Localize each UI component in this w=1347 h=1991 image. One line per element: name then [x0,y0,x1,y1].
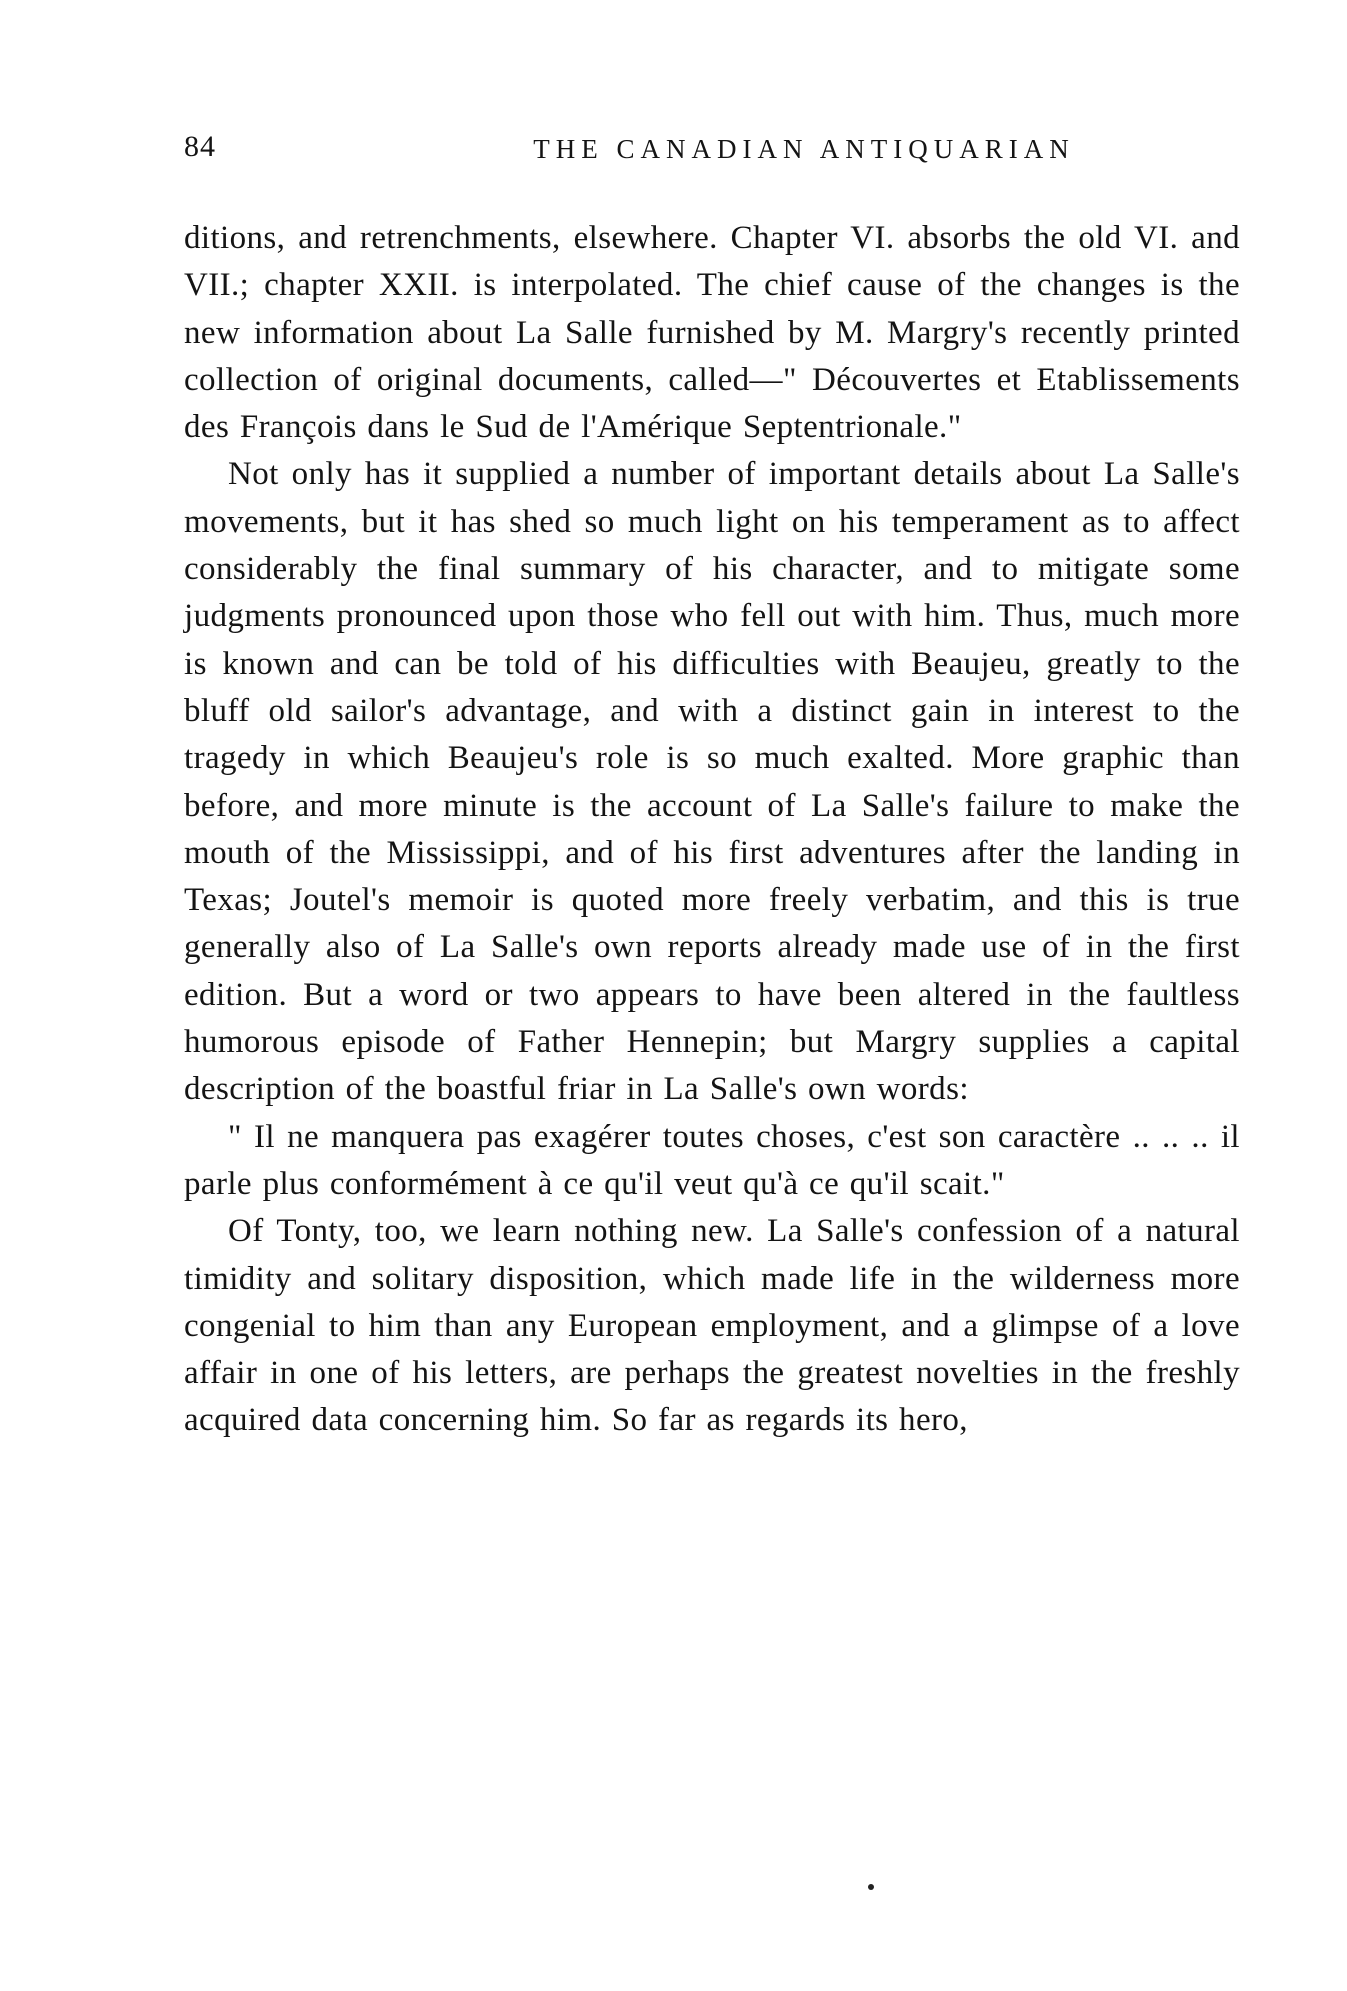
paragraph-continued: ditions, and retrenchments, elsewhere. Chapter VI. absorbs the old VI. and VII.; chapter XXII. is interpolated. The chief cause of the changes is the new information about La Salle furnished by M. Margry's recently printed collection of original documents, called—" Découvertes et Etablissements des François dans le Sud de l'Amérique Septentrionale." [184,220,1240,446]
quotation: " Il ne manquera pas exagérer toutes choses, c'est son caractère .. .. .. il parle plus conformément à ce qu'il veut qu'à ce qu'il scait." [184,1118,1240,1202]
paragraph: Of Tonty, too, we learn nothing new. La Salle's confession of a natural timidity and solitary disposition, which made life in the wilderness more congenial to him than any European employment, and a glimpse of a love affair in one of his letters, are perhaps the greatest novelties in the freshly acquired data concerning him. So far as regards its hero, [184,1213,1240,1439]
page-number: 84 [184,130,216,163]
body-text [184,215,1240,1445]
paragraph: Not only has it supplied a number of important details about La Salle's movements, but it has shed so much light on his temperament as to affect considerably the final summary of his character, and to mitigate some judgments pronounced upon those who fell out with him. Thus, much more is known and can be told of his difficulties with Beaujeu, greatly to the bluff old sailor's advantage, and with a distinct gain in interest to the tragedy in which Beaujeu's role is so much exalted. More graphic than before, and more minute is the account of La Salle's failure to make the mouth of the Mississippi, and of his first adventures after the landing in Texas; Joutel's memoir is quoted more freely verbatim, and this is true generally also of La Salle's own reports already made use of in the first edition. But a word or two appears to have been altered in the faultless humorous episode of Father Hennepin; but Margry supplies a capital description of the boastful friar in La Salle's own words: [184,456,1240,1108]
running-head: THE CANADIAN ANTIQUARIAN [533,134,1075,164]
page-header [184,130,1244,170]
printer-mark [868,1884,874,1890]
